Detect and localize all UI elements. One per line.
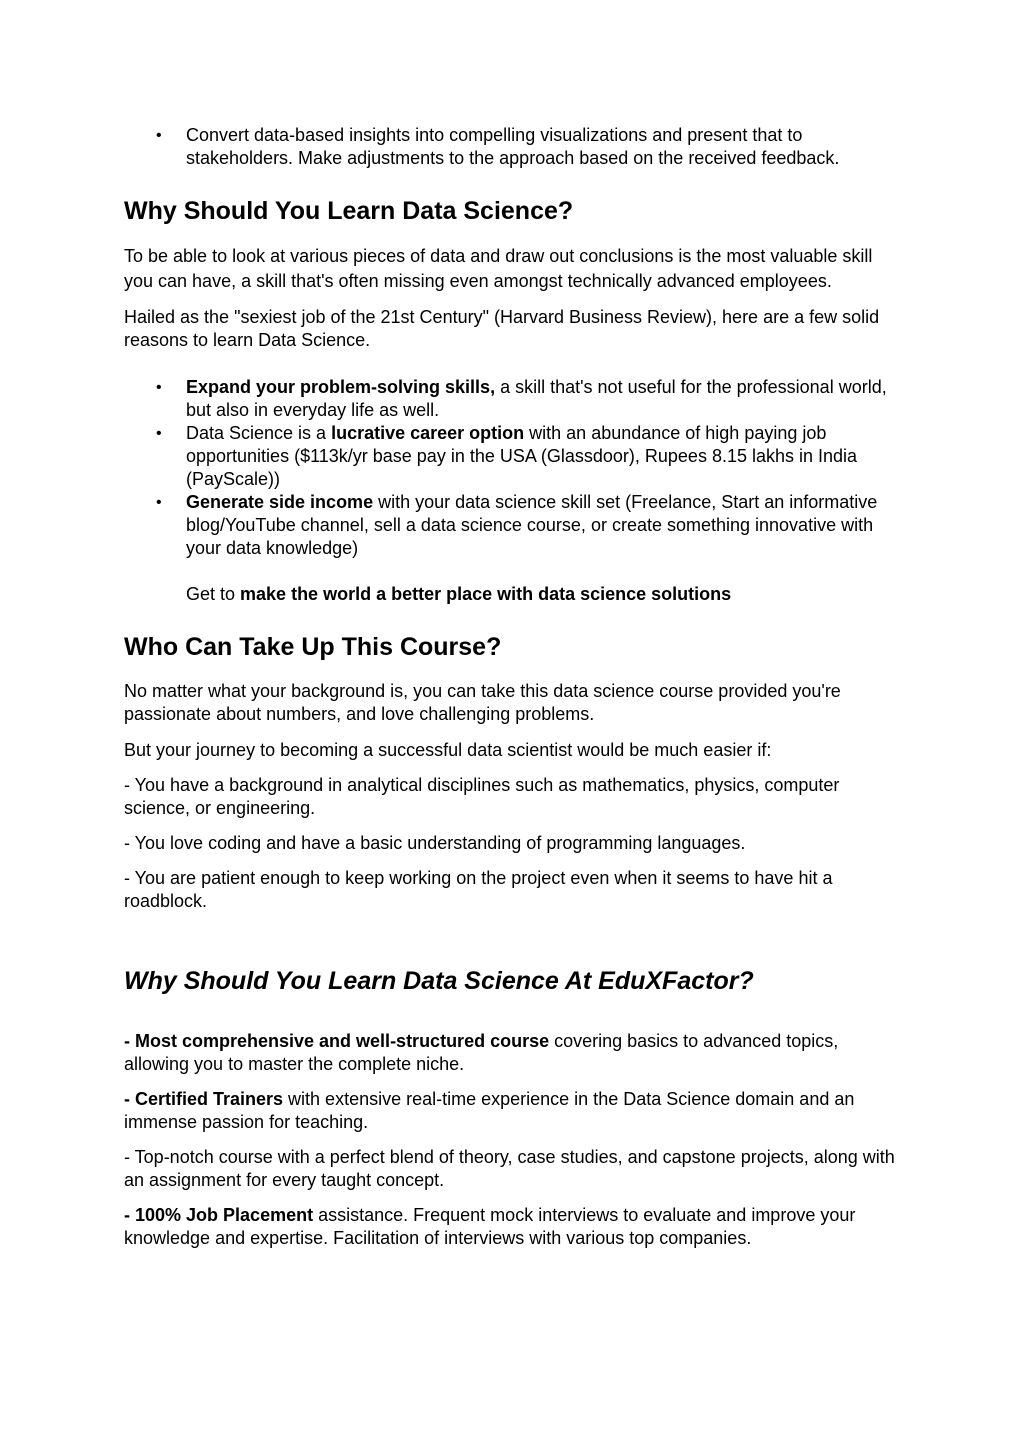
list-item-text: with your data science skill set (Freelance, Start an informative blog/YouTube channel, sell a data science course, or create something innovative with your data knowledge) [186,492,878,558]
paragraph: No matter what your background is, you can take this data science course provided you're passionate about numbers, and love challenging problems. [124,681,841,724]
section-heading-why-eduxfactor: Why Should You Learn Data Science At EduXFactor? [124,967,754,995]
list-item [124,124,904,170]
paragraph: But your journey to becoming a successful data scientist would be much easier if: [124,740,772,760]
list-item-bold: lucrative career option [331,423,525,443]
paragraph-text: assistance. Frequent mock interviews to evaluate and improve your knowledge and expertise. Facilitation of interviews with various top companies. [124,1205,856,1248]
paragraph: - Top-notch course with a perfect blend of theory, case studies, and capstone projects, along with an assignment for every taught concept. [124,1147,895,1190]
paragraph-text: with extensive real-time experience in the Data Science domain and an immense passion for teaching. [124,1089,855,1132]
get-to-bold: make the world a better place with data science solutions [240,584,732,604]
intro-bullet-list [124,124,904,170]
paragraph-bold: - Most comprehensive and well-structured course [124,1031,550,1051]
paragraph: - You love coding and have a basic understanding of programming languages. [124,833,746,853]
paragraph: Hailed as the "sexiest job of the 21st Century" (Harvard Business Review), here are a few solid reasons to learn Data Science. [124,307,880,350]
list-item-bold: Generate side income [186,492,374,512]
list-item [124,491,904,560]
paragraph [124,1030,904,1076]
list-item-text: a skill that's not useful for the professional world, but also in everyday life as well. [186,377,887,420]
list-item-text: Convert data-based insights into compelling visualizations and present that to stakeholders. Make adjustments to the approach based on the received feedback. [186,125,840,168]
paragraph [124,1204,904,1250]
reasons-bullet-list [124,376,904,560]
list-item-text: Data Science is a [186,423,332,443]
get-to-text: Get to [186,584,241,604]
paragraph-bold: - 100% Job Placement [124,1205,314,1225]
get-to-line [124,583,904,606]
paragraph [124,1088,904,1134]
paragraph-bold: - Certified Trainers [124,1089,284,1109]
paragraph: - You have a background in analytical disciplines such as mathematics, physics, computer science, or engineering. [124,775,840,818]
paragraph: - You are patient enough to keep working on the project even when it seems to have hit a roadblock. [124,868,833,911]
paragraph: To be able to look at various pieces of data and draw out conclusions is the most valuable skill you can have, a skill that's often missing even amongst technically advanced employees. [124,246,873,291]
list-item-text: with an abundance of high paying job opportunities ($113k/yr base pay in the USA (Glassdoor), Rupees 8.15 lakhs in India (PayScale)) [186,423,858,489]
list-item [124,422,904,491]
section-heading-why-learn: Why Should You Learn Data Science? [124,197,574,225]
list-item [124,376,904,422]
section-heading-who-can-take: Who Can Take Up This Course? [124,633,502,661]
list-item-bold: Expand your problem-solving skills, [186,377,496,397]
paragraph-text: covering basics to advanced topics, allowing you to master the complete niche. [124,1031,839,1074]
